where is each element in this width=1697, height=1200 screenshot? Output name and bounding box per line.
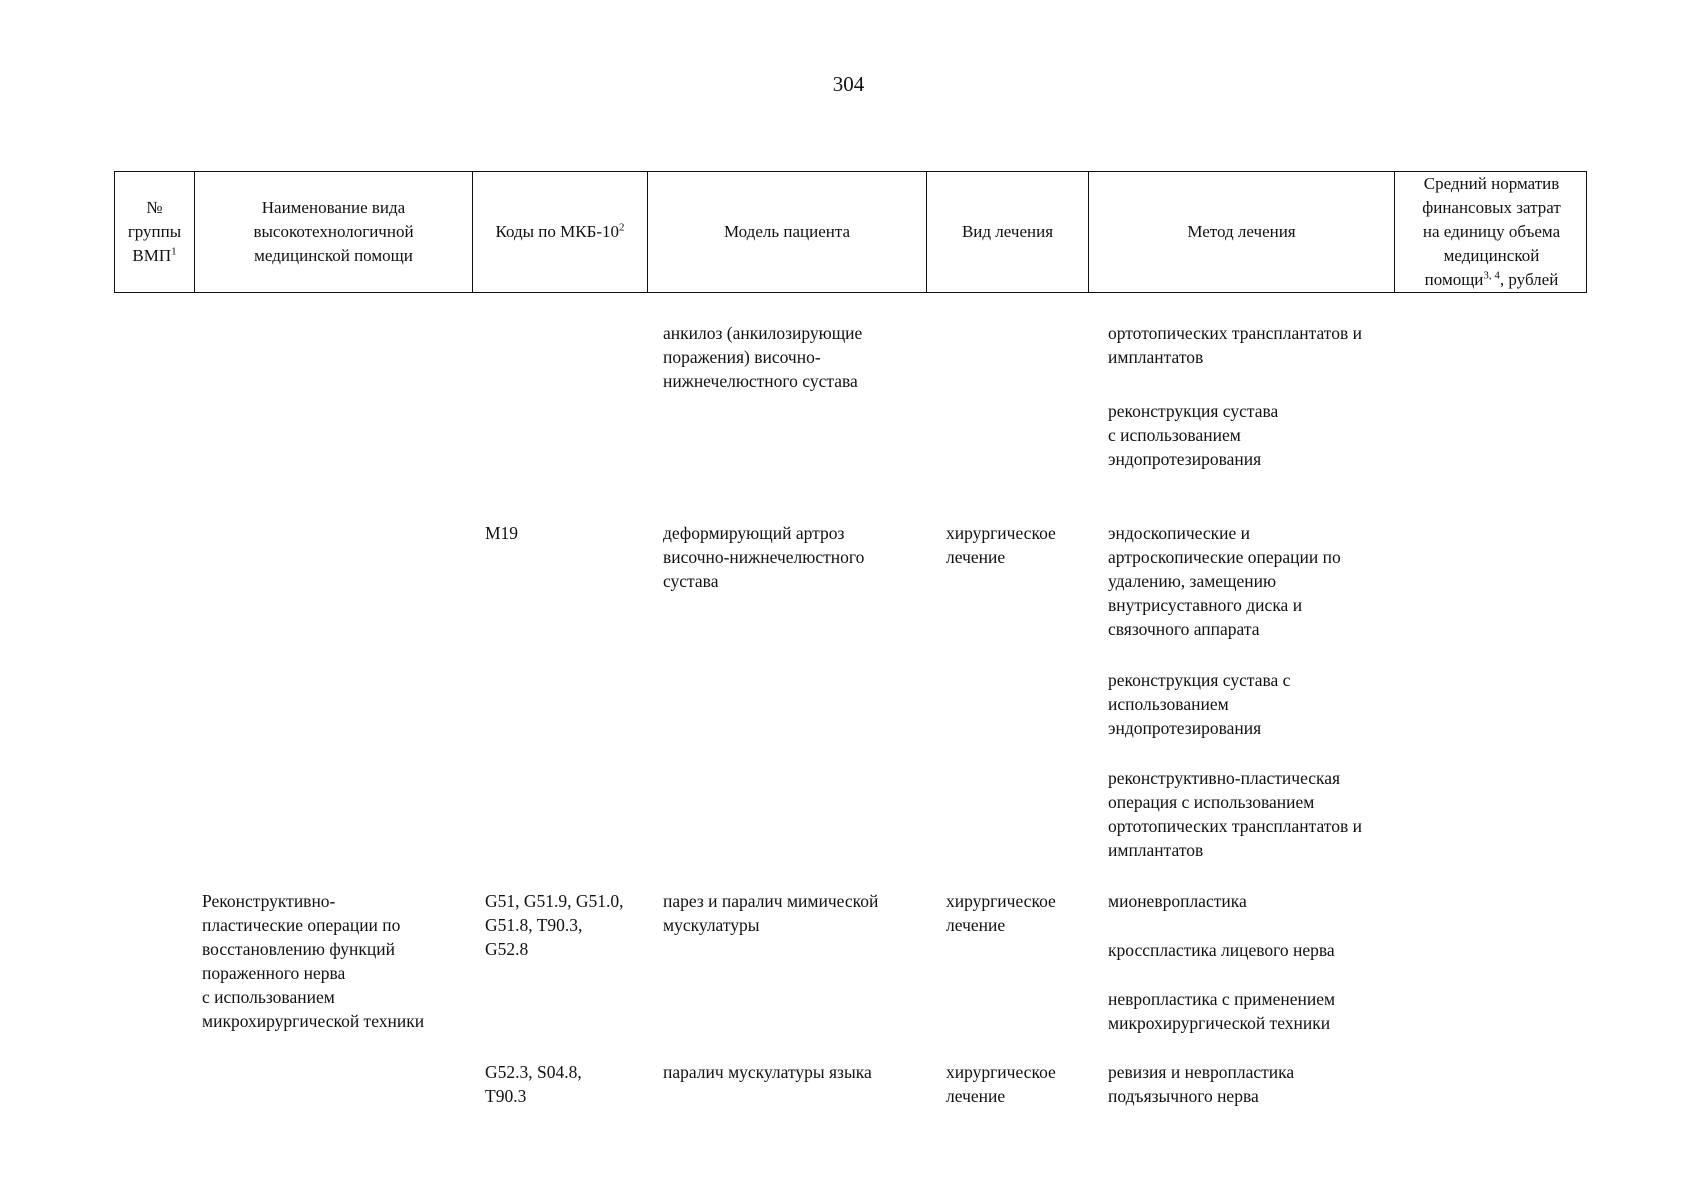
header-icd-codes-text: Коды по МКБ-10 [495, 222, 620, 241]
patient-model-cell: парез и паралич мимической мускулатуры [663, 891, 879, 935]
footnote-1: 1 [171, 245, 177, 258]
treatment-method-cell: реконструкция сустава с использованием эндопротезирования [1108, 401, 1279, 469]
treatment-type-cell: хирургическое лечение [946, 1062, 1056, 1106]
treatment-method-cell: реконструктивно-пластическая операция с использованием ортотопических трансплантатов и имплантатов [1108, 768, 1362, 860]
icd-codes-cell: G51, G51.9, G51.0, G51.8, T90.3, G52.8 [485, 891, 624, 959]
patient-model-cell: деформирующий артроз височно-нижнечелюстного сустава [663, 523, 865, 591]
treatment-method-cell: невропластика с применением микрохирургической техники [1108, 989, 1336, 1033]
header-group-number-text: № группы ВМП [127, 198, 182, 265]
treatment-method-cell: реконструкция сустава с использованием эндопротезирования [1108, 670, 1291, 738]
header-treatment-type: Вид лечения [927, 172, 1089, 292]
header-average-cost-text: Средний норматив финансовых затрат на единицу объема медицинской помощи [1422, 174, 1561, 289]
treatment-type-cell: хирургическое лечение [946, 523, 1056, 567]
page-number: 304 [832, 72, 865, 96]
treatment-method-cell: эндоскопические и артроскопические операции по удалению, замещению внутрисуставного диска и связочного аппарата [1108, 523, 1341, 639]
patient-model-cell: паралич мускулатуры языка [663, 1062, 872, 1082]
treatment-method-cell: ортотопических трансплантатов и имплантатов [1108, 323, 1362, 367]
footnote-2: 2 [619, 221, 625, 234]
treatment-type-cell: хирургическое лечение [946, 891, 1056, 935]
icd-codes-cell: M19 [485, 523, 519, 543]
treatment-method-cell: кросспластика лицевого нерва [1108, 940, 1335, 960]
icd-codes-cell: G52.3, S04.8, T90.3 [485, 1062, 582, 1106]
header-treatment-method: Метод лечения [1089, 172, 1395, 292]
header-icd-codes [473, 172, 648, 292]
footnote-3-4: 3, 4 [1483, 269, 1500, 282]
care-type-name-cell: Реконструктивно- пластические операции по восстановлению функций пораженного нерва с использованием микрохирургической техники [202, 891, 425, 1031]
treatment-method-cell: мионевропластика [1108, 891, 1247, 911]
header-average-cost [1395, 172, 1588, 292]
treatment-method-cell: ревизия и невропластика подъязычного нерва [1108, 1062, 1295, 1106]
header-patient-model: Модель пациента [648, 172, 927, 292]
header-average-cost-unit: , рублей [1499, 270, 1559, 289]
header-group-number [115, 172, 195, 292]
table-header [114, 171, 1587, 293]
patient-model-cell: анкилоз (анкилозирующие поражения) височно- нижнечелюстного сустава [663, 323, 863, 391]
header-care-type-name: Наименование вида высокотехнологичной медицинской помощи [195, 172, 473, 292]
